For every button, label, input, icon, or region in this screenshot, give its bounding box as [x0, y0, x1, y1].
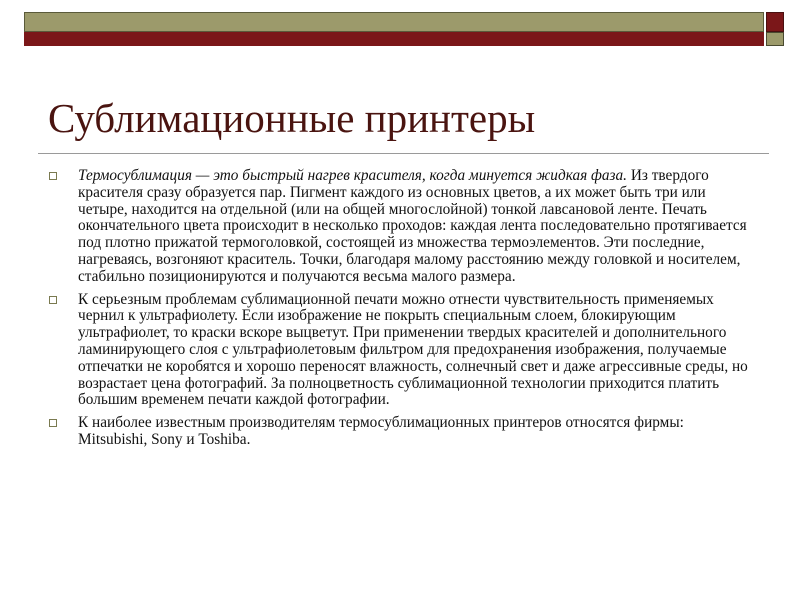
bullet-item — [48, 168, 748, 286]
bullet-list — [48, 168, 748, 455]
square-bullet-icon — [49, 419, 57, 427]
bullet-text: Из твердого красителя сразу образуется пар. Пигмент каждого из основных цветов, а их может быть три или четыре, находится на отдельной (или на общей многослойной) тонкой лавсановой ленте. Печать окончательного цвета происходит в несколько проходов: каждая лента последовательно протягивается под плотно прижатой термоголовкой, состоящей из множества термоэлементов. Эти последние, нагреваясь, возгоняют краситель. Точки, благодаря малому расстоянию между головкой и носителем, стабильно позиционируются и получаются весьма малого размера. — [78, 167, 747, 285]
title-divider — [38, 153, 769, 154]
header-maroon-square — [766, 12, 784, 32]
square-bullet-icon — [49, 296, 57, 304]
bullet-text: К серьезным проблемам сублимационной печати можно отнести чувствительность применяемых чернил к ультрафиолету. Если изображение не покрыть специальным слоем, блокирующим ультрафиолет, то краски вскоре выцветут. При применении твердых красителей и дополнительного ламинирующего слоя с ультрафиолетовым фильтром для предохранения изображения, получаемые отпечатки не коробятся и хорошо переносят влажность, солнечный свет и даже агрессивные среды, но возрастает цена фотографий. За полноцветность сублимационной технологии приходится платить большим временем печати каждой фотографии. — [78, 290, 748, 409]
header-olive-square — [766, 32, 784, 46]
header-olive-band — [24, 12, 764, 32]
bullet-text: К наиболее известным производителям термосублимационных принтеров относятся фирмы: Mitsubishi, Sony и Toshiba. — [78, 414, 684, 448]
slide-title: Сублимационные принтеры — [48, 95, 536, 141]
header-maroon-band — [24, 32, 764, 46]
square-bullet-icon — [49, 172, 57, 180]
bullet-item — [48, 415, 748, 449]
bullet-item — [48, 292, 748, 410]
bullet-italic-lead: Термосублимация — это быстрый нагрев красителя, когда минуется жидкая фаза. — [78, 167, 627, 184]
